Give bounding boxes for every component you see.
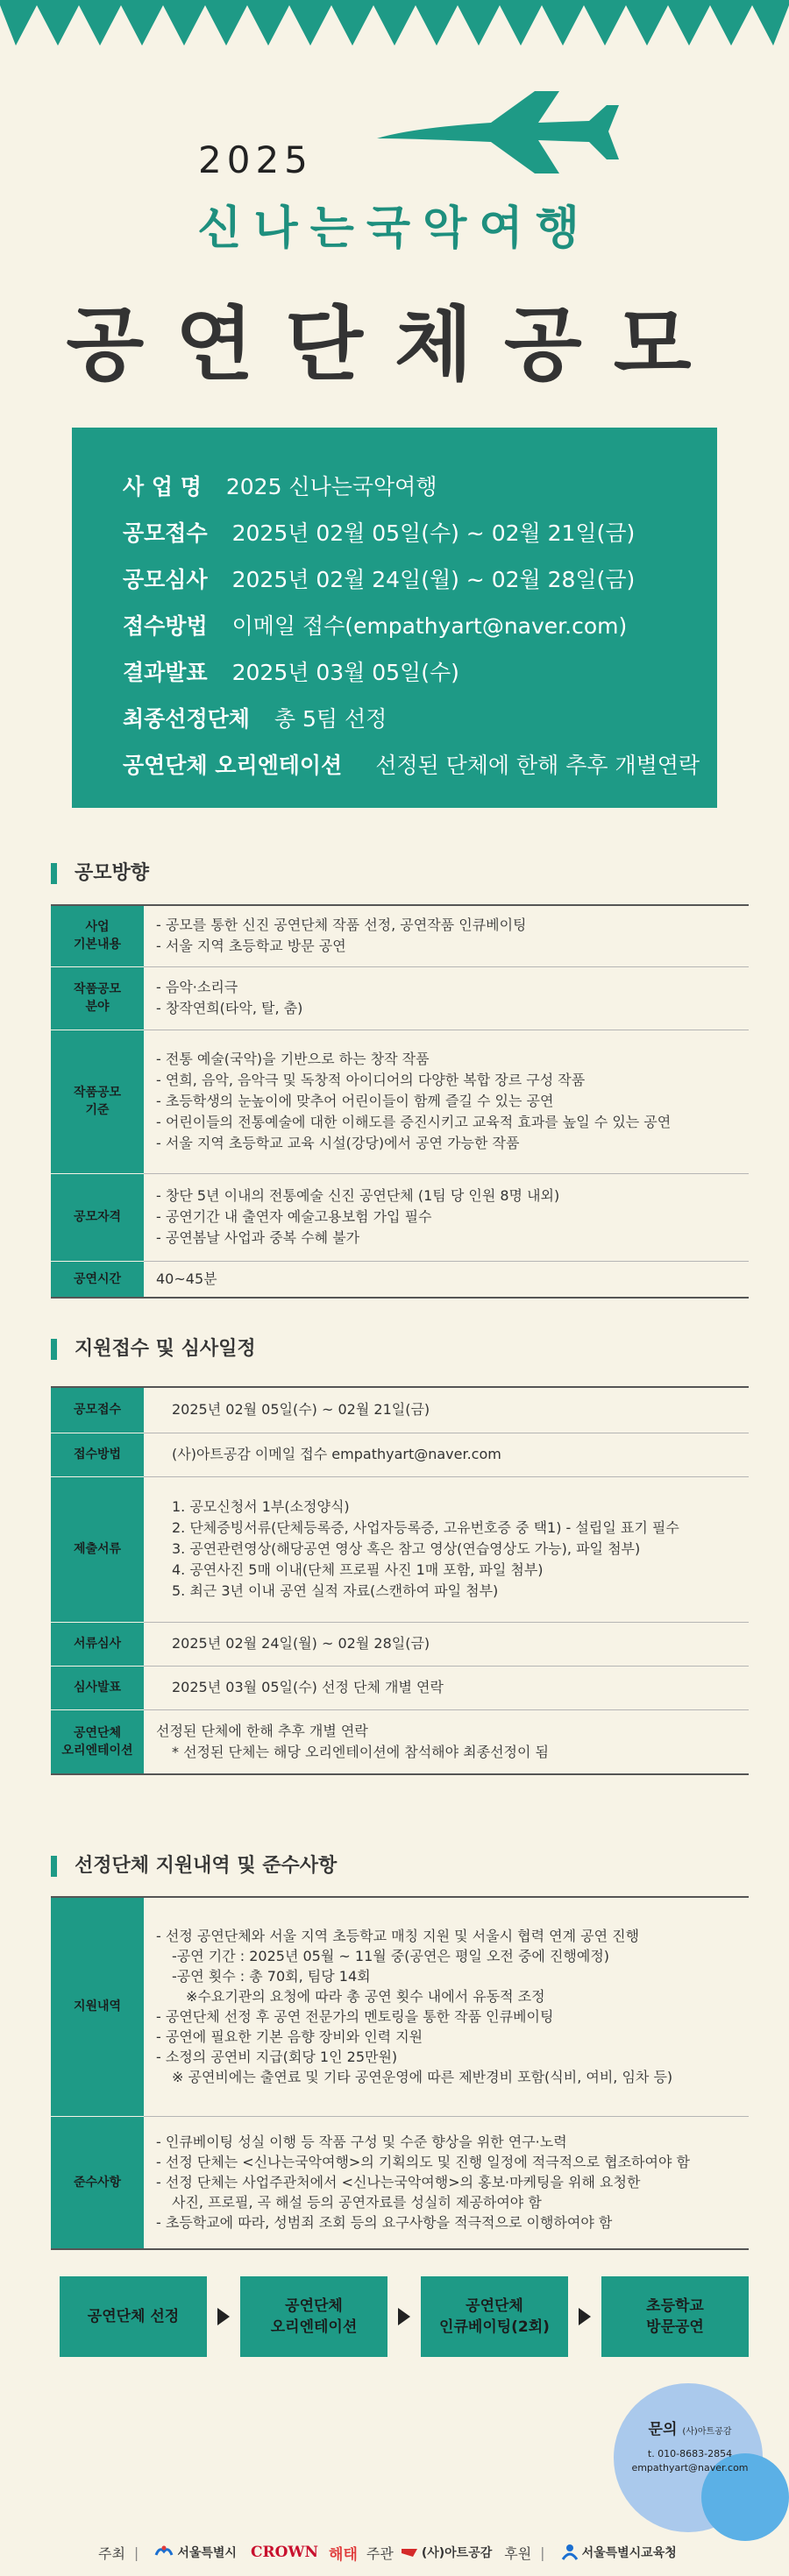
table-row (51, 1622, 749, 1666)
row-value: (사)아트공감 이메일 접수 empathyart@naver.com (144, 1433, 749, 1476)
program-subtitle: 신나는국악여행 (197, 202, 592, 255)
summary-row (123, 470, 717, 516)
summary-label: 결과발표 (123, 660, 208, 685)
row-value: - 선정 공연단체와 서울 지역 초등학교 매칭 지원 및 서울시 협력 연계 공연 진행 -공연 기간 : 2025년 05월 ~ 11월 중(공연은 평일 오전 중에 진행예정) -공연 횟수 : 총 70회, 팀당 14회 ※수요기관의 요청에 따라 총 공연 횟수 내에서 유동적 조정 - 공연단체 선정 후 공연 전문가의 멘토링을 통한 작품 인큐베이팅 - 공연에 필요한 기본 음향 장비와 인력 지원 - 소정의 공연비 지급(회당 1인 25만원) ※ 공연비에는 출연료 및 기타 공연운영에 따른 제반경비 포함(식비, 여비, 임차 등) (144, 1897, 749, 2116)
section-title-direction: 공모방향 (51, 863, 149, 884)
summary-label: 공모심사 (123, 567, 208, 592)
summary-row (123, 702, 717, 748)
row-value: - 전통 예술(국악)을 기반으로 하는 창작 작품 - 연희, 음악, 음악극 및 독창적 아이디어의 다양한 복합 장르 구성 작품 - 초등학생의 눈높이에 맞추어 어린이들이 함께 즐길 수 있는 공연 - 어린이들의 전통예술에 대한 이해도를 증진시키고 교육적 효과를 높일 수 있는 공연 - 서울 지역 초등학교 교육 시설(강당)에서 공연 가능한 작품 (144, 1030, 749, 1173)
row-value: 1. 공모신청서 1부(소정양식) 2. 단체증빙서류(단체등록증, 사업자등록증, 고유번호증 중 택1) - 설립일 표기 필수 3. 공연관련영상(해당공연 영상 혹은 참고 영상(연습영상도 가능), 파일 첨부) 4. 공연사진 5매 이내(단체 프로필 사진 1매 포함, 파일 첨부) 5. 최근 3년 이내 공연 실적 자료(스캔하여 파일 첨부) (144, 1476, 749, 1622)
row-key: 작품공모 분야 (51, 966, 144, 1030)
table-row (51, 1709, 749, 1774)
organizer-logo: (사)아트공감 (401, 2544, 492, 2561)
support-table (51, 1896, 749, 2250)
table-row (51, 1261, 749, 1298)
summary-value: 2025년 02월 24일(월) ~ 02월 28일(금) (231, 567, 636, 592)
summary-label: 공연단체 오리엔테이션 (123, 753, 343, 778)
crown-logo: CROWN (250, 2544, 319, 2561)
row-key: 공연시간 (51, 1261, 144, 1298)
zigzag-border (0, 0, 789, 53)
summary-value: 선정된 단체에 한해 추후 개별연락 (375, 753, 700, 778)
artgonggam-icon (401, 2546, 418, 2558)
section-title-support: 선정단체 지원내역 및 준수사항 (51, 1856, 337, 1877)
table-row (51, 1030, 749, 1173)
summary-box (72, 428, 717, 808)
sponsor-logo: 서울특별시교육청 (561, 2544, 677, 2561)
table-row (51, 1666, 749, 1709)
table-row (51, 2116, 749, 2249)
summary-value: 2025년 02월 05일(수) ~ 02월 21일(금) (231, 520, 636, 546)
summary-label: 공모접수 (123, 520, 208, 546)
table-row (51, 966, 749, 1030)
summary-row (123, 609, 717, 655)
flow-step: 공연단체 선정 (60, 2276, 207, 2357)
row-value: 40~45분 (144, 1261, 749, 1298)
table-row (51, 1476, 749, 1622)
footer-sponsors: 주최 | 서울특별시 CROWN 해태 주관 (사)아트공감 후원 | 서울특별시교육청 (98, 2539, 684, 2565)
row-value: - 음악·소리극 - 창작연희(타악, 탈, 춤) (144, 966, 749, 1030)
table-row (51, 1173, 749, 1261)
flow-step: 초등학교 방문공연 (601, 2276, 749, 2357)
summary-value: 이메일 접수(empathyart@naver.com) (231, 613, 628, 639)
row-key: 공모접수 (51, 1387, 144, 1433)
flow-step: 공연단체 인큐베이팅(2회) (421, 2276, 568, 2357)
summary-value: 2025년 03월 05일(수) (231, 660, 459, 685)
row-key: 제출서류 (51, 1476, 144, 1622)
row-value: - 공모를 통한 신진 공연단체 작품 선정, 공연작품 인큐베이팅 - 서울 지역 초등학교 방문 공연 (144, 905, 749, 966)
direction-table (51, 904, 749, 1299)
summary-label: 사 업 명 (123, 474, 202, 499)
host-label: 주최 (98, 2544, 125, 2562)
arrow-right-icon (579, 2308, 591, 2325)
row-value: 2025년 02월 24일(월) ~ 02월 28일(금) (144, 1622, 749, 1666)
row-key: 서류심사 (51, 1622, 144, 1666)
row-value: 선정된 단체에 한해 추후 개별 연락 * 선정된 단체는 해당 오리엔테이션에 참석해야 최종선정이 됨 (144, 1709, 749, 1774)
summary-label: 최종선정단체 (123, 706, 250, 732)
row-key: 사업 기본내용 (51, 905, 144, 966)
sponsor-label: 후원 (504, 2544, 532, 2562)
contact-info (615, 2417, 764, 2475)
contact-title: 문의 (사)아트공감 (648, 2421, 732, 2438)
summary-row (123, 563, 717, 609)
row-value: 2025년 03월 05일(수) 선정 단체 개별 연락 (144, 1666, 749, 1709)
row-key: 공연단체 오리엔테이션 (51, 1709, 144, 1774)
contact-phone: t. 010-8683-2854 (647, 2448, 733, 2459)
row-value: - 창단 5년 이내의 전통예술 신진 공연단체 (1팀 당 인원 8명 내외) - 공연기간 내 출연자 예술고용보험 가입 필수 - 공연봄날 사업과 중복 수혜 불가 (144, 1173, 749, 1261)
arrow-right-icon (398, 2308, 410, 2325)
table-row (51, 1433, 749, 1476)
airplane-icon (359, 88, 622, 175)
summary-row (123, 748, 717, 795)
row-key: 심사발표 (51, 1666, 144, 1709)
seoul-logo: 서울특별시 (154, 2544, 237, 2561)
row-key: 접수방법 (51, 1433, 144, 1476)
row-value: - 인큐베이팅 성실 이행 등 작품 구성 및 수준 향상을 위한 연구·노력 - 선정 단체는 <신나는국악여행>의 기획의도 및 진행 일정에 적극적으로 협조하여야 함 - 선정 단체는 사업주관처에서 <신나는국악여행>의 홍보·마케팅을 위해 요청한 사진, 프로필, 곡 해설 등의 공연자료를 성실히 제공하여야 함 - 초등학교에 따라, 성범죄 조회 등의 요구사항을 적극적으로 이행하여야 함 (144, 2116, 749, 2249)
summary-row (123, 655, 717, 702)
row-value: 2025년 02월 05일(수) ~ 02월 21일(금) (144, 1387, 749, 1433)
flow-step: 공연단체 오리엔테이션 (240, 2276, 387, 2357)
summary-row (123, 516, 717, 563)
seoul-icon (154, 2544, 174, 2560)
row-key: 지원내역 (51, 1897, 144, 2116)
row-key: 준수사항 (51, 2116, 144, 2249)
table-row (51, 905, 749, 966)
contact-email[interactable]: empathyart@naver.com (631, 2462, 749, 2473)
education-office-icon (561, 2544, 579, 2561)
year-text: 2025 (198, 138, 313, 181)
organizer-label: 주관 (366, 2544, 394, 2562)
page-title: 공연단체공모 (66, 298, 723, 392)
table-row (51, 1897, 749, 2116)
summary-value: 총 5팀 선정 (274, 706, 387, 732)
summary-label: 접수방법 (123, 613, 208, 639)
summary-value: 2025 신나는국악여행 (225, 474, 437, 499)
process-flow (60, 2276, 749, 2357)
row-key: 공모자격 (51, 1173, 144, 1261)
arrow-right-icon (217, 2308, 230, 2325)
haitai-logo: 해태 (329, 2545, 358, 2564)
table-row (51, 1387, 749, 1433)
section-title-schedule: 지원접수 및 심사일정 (51, 1339, 256, 1360)
row-key: 작품공모 기준 (51, 1030, 144, 1173)
schedule-table (51, 1386, 749, 1775)
